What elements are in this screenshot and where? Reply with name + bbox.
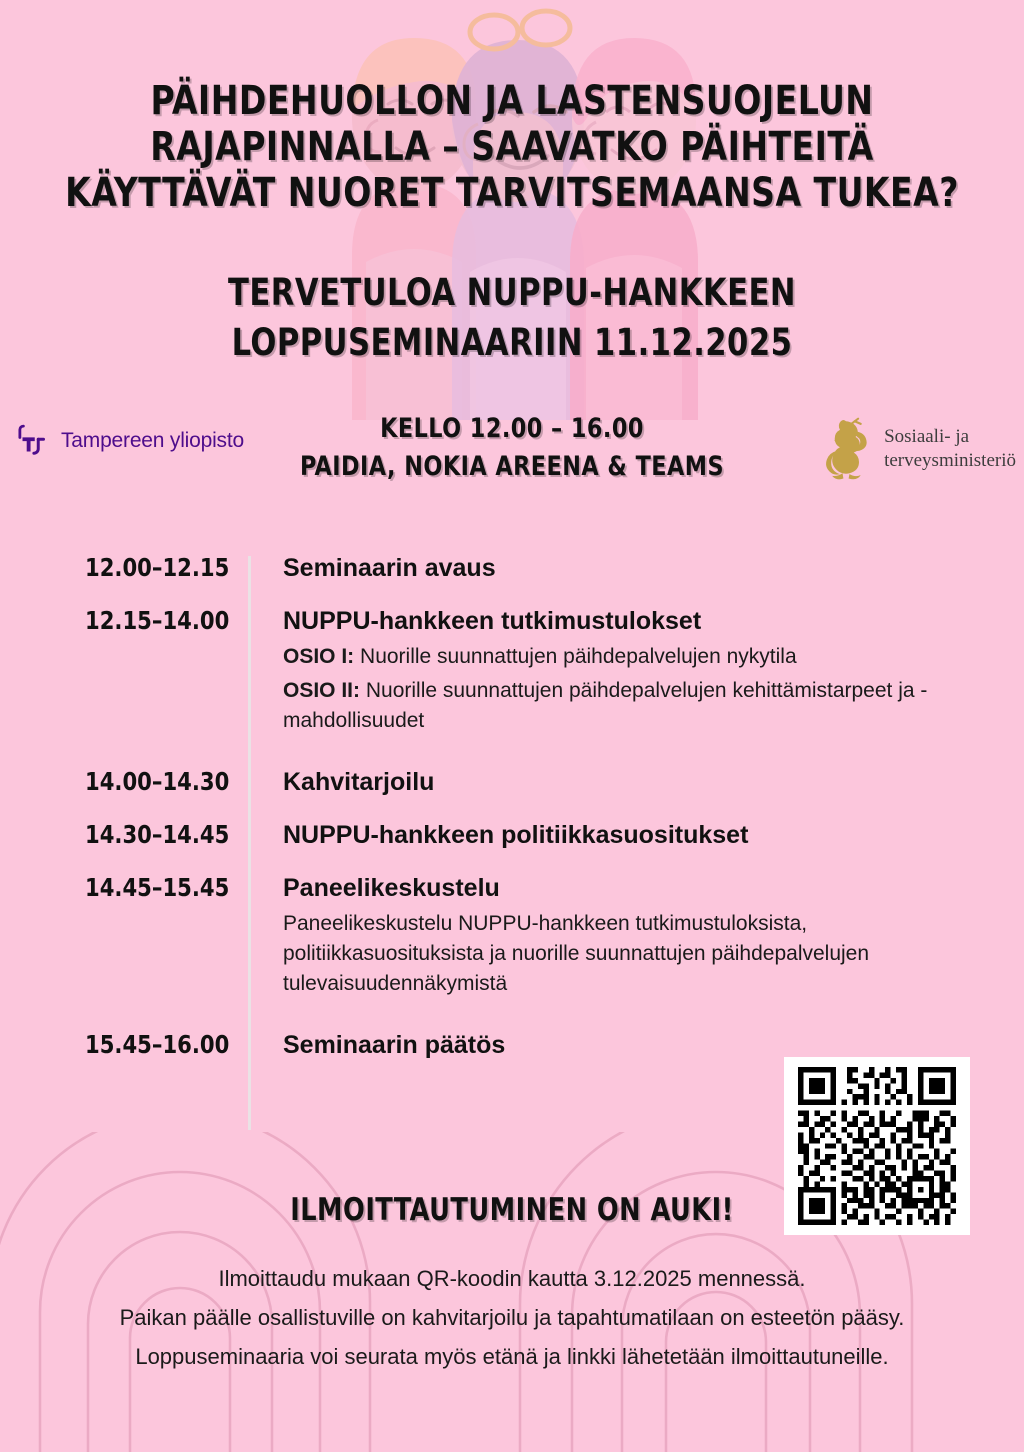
schedule-row (0, 872, 1024, 999)
tampere-university-mark-icon (12, 420, 54, 462)
schedule-time: 12.00–12.15 (85, 553, 230, 582)
schedule-detail (283, 642, 964, 672)
schedule-time: 12.15–14.00 (85, 606, 230, 635)
qr-code-icon (794, 1067, 960, 1225)
schedule-detail-text: Nuorille suunnattujen päihdepalvelujen nykytila (354, 645, 797, 668)
schedule-row (0, 552, 1024, 585)
programme-divider (248, 556, 251, 1130)
ministry-logo (820, 416, 1016, 482)
page-title (0, 78, 1024, 216)
footnote-line-2: Paikan päälle osallistuville on kahvitarjoilu ja tapahtumatilaan on esteetön pääsy. (119, 1305, 905, 1330)
event-venue: PAIDIA, NOKIA AREENA & TEAMS (299, 451, 725, 482)
subtitle-line-2: LOPPUSEMINAARIIN 11.12.2025 (231, 321, 793, 364)
schedule-heading: NUPPU-hankkeen tutkimustulokset (283, 607, 702, 635)
schedule-time: 14.00–14.30 (85, 767, 230, 796)
footnote-line-1: Ilmoittaudu mukaan QR-koodin kautta 3.12.2025 mennessä. (218, 1266, 806, 1291)
ministry-line-1: Sosiaali- ja (884, 426, 970, 447)
schedule-time: 15.45–16.00 (85, 1030, 230, 1059)
subtitle-line-1: TERVETULOA NUPPU-HANKKEEN (228, 271, 796, 314)
schedule-detail-text: Nuorille suunnattujen päihdepalvelujen kehittämistarpeet ja -mahdollisuudet (283, 679, 928, 732)
schedule-detail: Paneelikeskustelu NUPPU-hankkeen tutkimustuloksista, politiikkasuosituksista ja nuorille suunnattujen päihdepalvelujen tulevaisuudennäkymistä (283, 912, 870, 995)
registration-cta-label: ILMOITTAUTUMINEN ON AUKI! (290, 1192, 734, 1228)
schedule-detail-label: OSIO I: (283, 645, 355, 668)
schedule-detail-label: OSIO II: (283, 679, 361, 702)
schedule-detail (283, 676, 964, 736)
footnote (0, 1262, 1024, 1379)
schedule-row (0, 819, 1024, 852)
schedule-row (0, 605, 1024, 736)
schedule-time: 14.30–14.45 (85, 820, 230, 849)
tampere-university-wordmark: Tampereen yliopisto (61, 429, 244, 452)
schedule-time: 14.45–15.45 (85, 873, 230, 902)
tampere-university-logo (12, 420, 244, 462)
schedule-heading: Seminaarin päätös (283, 1031, 506, 1059)
title-line-3: KÄYTTÄVÄT NUORET TARVITSEMAANSA TUKEA? (65, 170, 959, 216)
schedule-body (283, 766, 1024, 799)
programme-schedule (0, 552, 1024, 1074)
ministry-wordmark (884, 425, 1016, 473)
event-subtitle (0, 268, 1024, 368)
registration-qr-code[interactable] (784, 1057, 970, 1235)
title-line-1: PÄIHDEHUOLLON JA LASTENSUOJELUN (150, 78, 874, 124)
title-line-2: RAJAPINNALLA – SAAVATKO PÄIHTEITÄ (150, 124, 874, 170)
schedule-body (283, 819, 1024, 852)
schedule-body (283, 605, 1024, 736)
event-time: KELLO 12.00 – 16.00 (380, 413, 644, 444)
schedule-row (0, 766, 1024, 799)
schedule-heading: Seminaarin avaus (283, 554, 496, 582)
schedule-heading: NUPPU-hankkeen politiikkasuositukset (283, 821, 749, 849)
schedule-body (283, 872, 1024, 999)
schedule-body (283, 552, 1024, 585)
schedule-heading: Kahvitarjoilu (283, 768, 435, 796)
footnote-line-3: Loppuseminaaria voi seurata myös etänä ja linkki lähetetään ilmoittautuneille. (135, 1344, 889, 1369)
ministry-line-2: terveysministeriö (884, 450, 1016, 471)
finnish-lion-icon (820, 416, 872, 482)
schedule-heading: Paneelikeskustelu (283, 874, 500, 902)
